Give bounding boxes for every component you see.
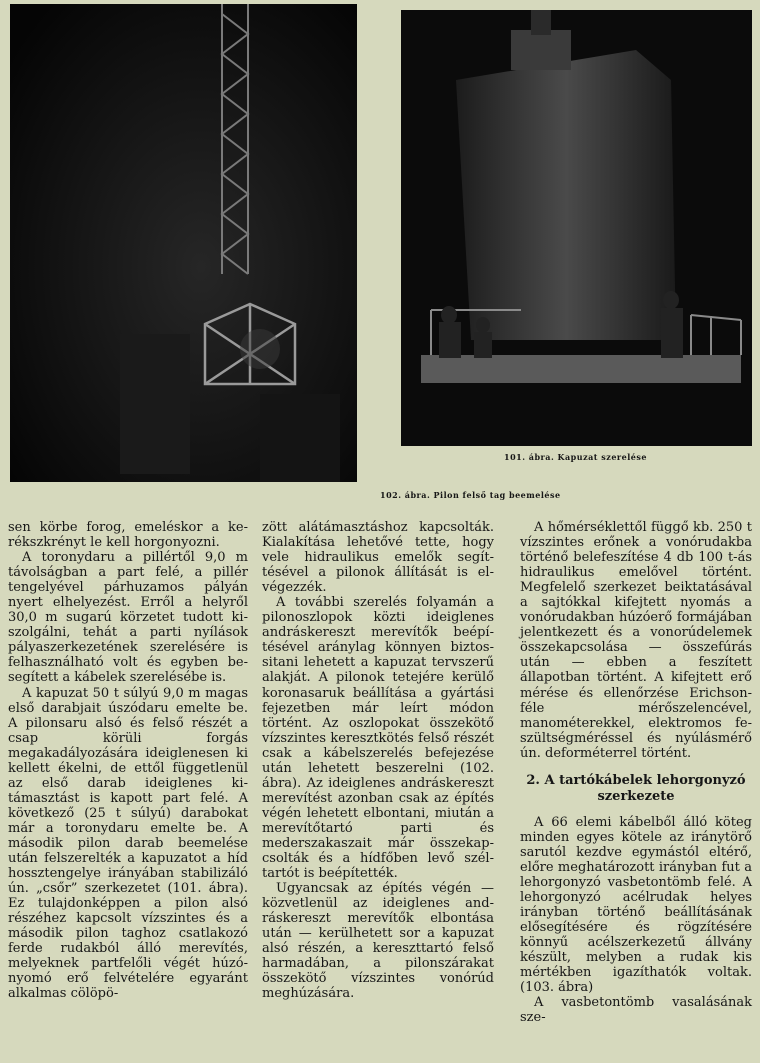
text-column-1 <box>8 520 248 1002</box>
paragraph: Ugyancsak az építés végén — közvetlenül az ideiglenes andráskereszt merevítők elbontása után — kerülhetett sor a kapuzat alsó részén, a kereszttartó felső harmadában, a pilonszárakat összekötő vízszintes vonórúd meghúzására. <box>262 881 494 1002</box>
figure-101-caption: 101. ábra. Kapuzat szerelése <box>504 452 647 462</box>
paragraph: sen körbe forog, emeléskor a kerékszkrényt le kell horgonyozni. <box>8 520 248 551</box>
paragraph: A 66 elemi kábelből álló köteg minden egyes kötele az iránytörő sarutól kezdve egymástól eltérő, előre meghatározott irányban fut a lehorgonyzó vasbetontömb felé. A lehorgonyzó acélrudak helyes irányban történő beállításának elősegítésére és rögzítésére könnyű acélszerkezetű állvány készült, melyben a rudak kis mértékben igazíthatók voltak. (103. ábra) <box>520 814 752 996</box>
section-heading: 2. A tartókábelek lehorgonyzó szerkezete <box>526 772 746 804</box>
paragraph: A további szerelés folyamán a pilonoszlopok közti ideiglenes andráskereszt merevítők beépítésével aránylag könnyen biztossitani lehetett a kapuzat tervszerű alakját. A pilonok tetejére kerülő koronasaruk beállítása a gyártási fejezetben már leírt módon történt. Az oszlopokat összekötő vízszintes keresztkötés felső részét csak a kábelszerelés befejezése után lehetett beszerelni (102. ábra). Az ideiglenes andráskereszt merevítést azonban csak az építés végén lehetett elbontani, miután a merevítőtartó parti és mederszakaszait már összekapcsolták és a hídfőben levő széltartót is beépítették. <box>262 595 494 882</box>
figure-101-photo <box>401 10 752 446</box>
figure-102-caption: 102. ábra. Pilon felső tag beemelése <box>380 490 561 500</box>
paragraph: A vasbetontömb vasalásának sze- <box>520 995 752 1026</box>
paragraph: zött alátámasztáshoz kapcsolták. Kialakítása lehetővé tette, hogy vele hidraulikus emelők segíttésével a pilonok állítását is elvégezzék. <box>262 520 494 596</box>
paragraph: A hőmérséklettől függő kb. 250 t vízszintes erőnek a vonórudakba történő belefeszítése 4 db 100 t-ás hidraulikus emelővel történt. Megfelelő szerkezet beiktatásával a sajtókkal kifejtett nyomás a vonórudakban húzóerő formájában jelentkezett és a vonorúdelemek összekapcsolása — összefúrás után — ebben a feszített állapotban történt. A kifejtett erő mérése és ellenőrzése Erichson-féle mérőszelencével, manométerekkel, elektromos feszültségméréssel és nyúlásmérő ún. deforméterrel történt. <box>520 520 752 761</box>
paragraph: A toronydaru a pillértől 9,0 m távolságban a part felé, a pillér tengelyével párhuzamos pályán nyert elhelyezést. Erről a helyről 30,0 m sugarú körzetet tudott kiszolgálni, tehát a parti nyílások pályaszerkezetének szerelésére is felhasználható volt és egyben besegített a kábelek szerelésébe is. <box>8 550 248 686</box>
text-column-2 <box>262 520 494 1002</box>
text-column-3 <box>520 520 752 1025</box>
paragraph: A kapuzat 50 t súlyú 9,0 m magas első darabjait úszódaru emelte be. A pilonsaru alsó és felső részét a csap körüli forgás megakadályozására ideiglenesen ki kellett ékelni, de ettől függetlenül az első darab ideiglenes kitámasztást is kapott part felé. A következő (25 t súlyú) darabokat már a toronydaru emelte be. A második pilon darab beemelése után felszerelték a kapuzatot a híd hossztengelye irányában stabilizáló ún. „csőr” szerkezetet (101. ábra). Ez tulajdonképpen a pilon alsó részéhez kapcsolt vízszintes és a második pilon taghoz csatlakozó ferde rudakból álló merevítés, melyeknek partfelőli végét húzó-nyomó erő felvételére egyaránt alkalmas cölöpö- <box>8 685 248 1002</box>
figure-102-photo <box>10 4 357 482</box>
